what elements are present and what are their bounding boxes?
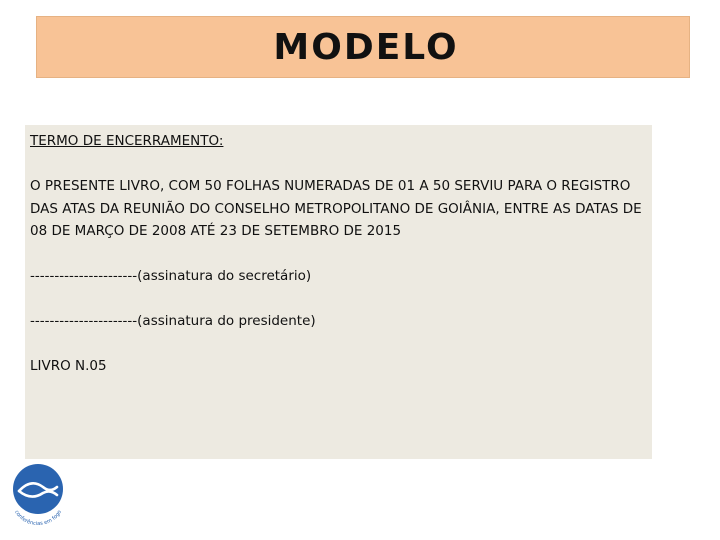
document-paragraph: O PRESENTE LIVRO, COM 50 FOLHAS NUMERADAS DE 01 A 50 SERVIU PARA O REGISTRO DAS ATAS DA REUNIÃO DO CONSELHO METROPOLITANO DE GOIÂNIA, ENTRE AS DATAS DE 08 DE MARÇO DE 2008 ATÉ 23 DE SETEMBRO DE 2015 xyxy=(30,178,642,239)
president-signature-line: ----------------------(assinatura do presidente) xyxy=(30,313,316,329)
page-title: MODELO xyxy=(273,26,459,68)
document-panel xyxy=(25,125,652,459)
title-banner xyxy=(36,16,690,78)
svg-text:conferências em fogo: conferências em fogo xyxy=(13,509,63,525)
logo xyxy=(9,463,67,525)
document-heading: TERMO DE ENCERRAMENTO: xyxy=(30,133,224,149)
book-number: LIVRO N.05 xyxy=(30,358,107,374)
secretary-signature-line: ----------------------(assinatura do secretário) xyxy=(30,268,312,284)
fish-emblem-icon xyxy=(9,463,67,525)
